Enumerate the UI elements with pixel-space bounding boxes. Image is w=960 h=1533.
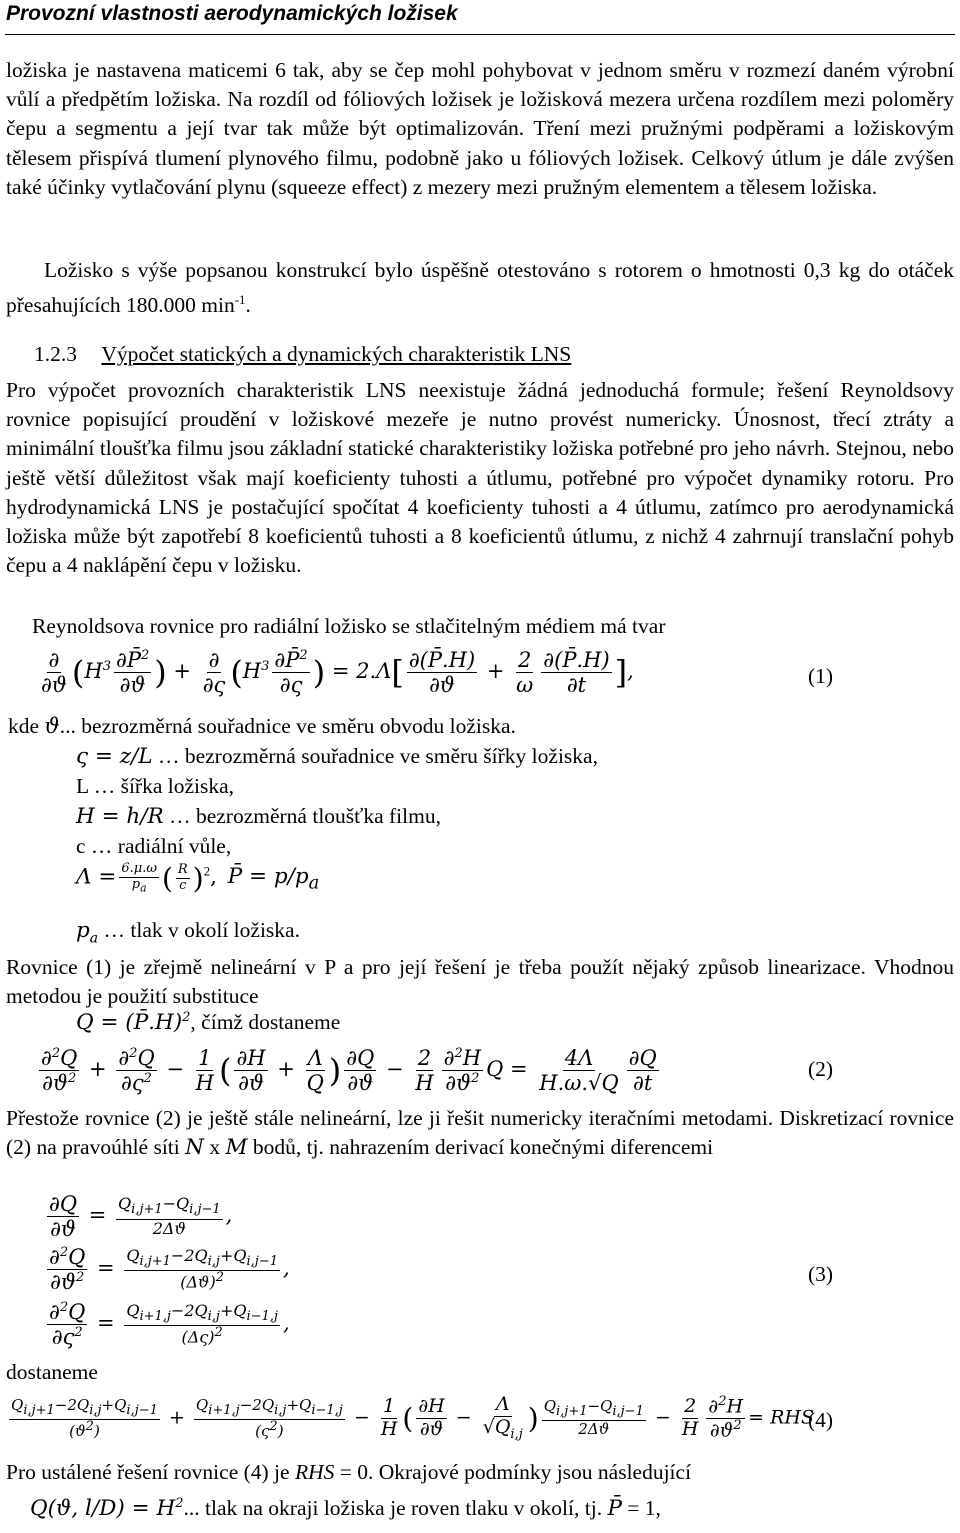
equation-4: $\frac{Q_{i,j+1}-2Q_{i,j}+Q_{i,j-1}}{(ϑ^2)}$ + $\frac{Q_{i+1,j}-2Q_{i,j}+Q_{i-1,j}}{(\varsigma^2)}$ − $\frac{1}{H}$ ( $\frac{\partial H}{\partial ϑ}$ − $\frac{\Lambda}{√Q_{i,j}}$ ) $\frac{Q_{i,j+1}-Q_{i,j-1}}{2\Delta ϑ}$ − $\frac{2}{H}$ $\frac{\partial^2H}{\partial ϑ^2}$ = RHS [11,1393,814,1442]
boundary-text: ... tlak na okraji ložiska je roven tlaku v okolí, tj. [183,1496,603,1521]
intro-superscript: -1 [234,292,246,308]
body-paragraph-7 [6,1460,691,1485]
equation-1-number: (1) [808,664,834,688]
body-paragraph-5: Rovnice (1) je zřejmě nelineární v P a pro její řešení je třeba použít nějaký způsob linearizace. Vhodnou metodou je použití substituce [6,955,954,1009]
intro-paragraph-2 [6,256,954,321]
definition-theta: kde ϑ... bezrozměrná souřadnice ve směru obvodu ložiska. [8,714,516,739]
running-header: Provozní vlastnosti aerodynamických ložisek [6,2,458,25]
boundary-end: = 1, [627,1496,661,1521]
intro-text: Ložisko s výše popsanou konstrukcí bylo úspěšně otestováno s rotorem o hmotnosti 0,3 kg do otáček přesahujících 180.000 min [6,258,954,318]
section-number: 1.2.3 [34,342,77,366]
equation-3b: $\frac{\partial^2Q}{\partial ϑ^2}$ = $\frac{Q_{i,j+1}-2Q_{i,j}+Q_{i,j-1}}{(\Delta ϑ)^2}$ , [49,1245,290,1295]
equation-3c: $\frac{\partial^2Q}{\partial\varsigma^2}$ = $\frac{Q_{i+1,j}-2Q_{i,j}+Q_{i-1,j}}{(\Delta\varsigma)^2}$ , [49,1300,290,1350]
definition-c: c … radiální vůle, [76,834,232,858]
def-theta-text: ... bezrozměrná souřadnice ve směru obvodu ložiska. [59,714,516,738]
intro-period: . [245,293,251,318]
equation-3-number: (3) [808,1262,834,1286]
definition-pa: $p_a$ … tlak v okolí ložiska. [76,918,300,947]
header-rule [5,34,955,35]
body-paragraph-3: Pro výpočet provozních charakteristik LNS neexistuje žádná jednoduchá formule; řešení Reynoldsovy rovnice popisující proudění v ložiskové mezeře je nutno provést numericky. Únosnost, třecí ztráty a minimální tloušťka filmu jsou základní statické charakteristiky ložiska potřebné pro jeho návrh. Stejnou, nebo ještě větší důležitost však mají koeficienty tuhosti a útlumu, potřebné pro výpočet dynamiky rotoru. Pro hydrodynamická LNS je postačující spočítat 4 koeficienty tuhosti a 4 útlumu, zatímco pro aerodynamická ložiska může být zapotřebí 8 koeficientů tuhosti a 8 koeficientů útlumu, z nichž 4 zahrnují translační pohyb čepu a 4 naklápění čepu v ložisku. [6,378,954,578]
def-pa-text: … tlak v okolí ložiska. [103,918,300,942]
p7-text-b: = 0. Okrajové podmínky jsou následující [339,1460,692,1484]
equation-4-number: (4) [808,1408,834,1432]
reynolds-intro: Reynoldsova rovnice pro radiální ložisko se stlačitelným médiem má tvar [32,614,666,638]
body-paragraph-6 [6,1104,954,1162]
equation-2: $\frac{\partial^2Q}{\partial ϑ^2}$ + $\frac{\partial^2Q}{\partial\varsigma^2}$ − $\frac{1}{H}$ ( $\frac{\partial H}{\partial ϑ}$ + $\frac{\Lambda}{Q}$ ) $\frac{\partial Q}{\partial ϑ}$ − $\frac{2}{H}$ $\frac{\partial^2H}{\partial ϑ^2}$ Q = $\frac{4\Lambda}{H.\omega.√Q}$ $\frac{\partial Q}{\partial t}$ [41,1046,657,1096]
intro-paragraph: ložiska je nastavena maticemi 6 tak, aby se čep mohl pohybovat v jednom směru v rozmezí daném výrobní vůlí a předpětím ložiska. Na rozdíl od fóliových ložisek je ložisková mezera určena rozdílem mezi poloměry čepu a segmentu a její tvar tak může být optimalizován. Tření mezi pružnými podpěrami a ložiskovým tělesem přispívá tlumení plynového filmu, podobně jako u fóliových ložisek. Celkový útlum je dále zvýšen také účinky vytlačování plynu (squeeze effect) z mezery mezi pružným elementem a tělesem ložiska. [6,58,954,199]
rhs-symbol: RHS [294,1460,335,1484]
definition-varsigma: ς = z/L … bezrozměrná souřadnice ve směru šířky ložiska, [76,744,598,769]
substitution-text: , čímž dostaneme [190,1010,341,1035]
substitution-line: Q = (P̄.H)$^2$, čímž dostaneme [76,1010,341,1036]
equation-1: $\frac{\partial}{\partial ϑ}$ ($H^3$ $\frac{\partial P̄^2}{\partial ϑ}$ ) + $\frac{\partial}{\partial\varsigma}$ ($H^3$ $\frac{\partial P̄^2}{\partial\varsigma}$ ) = 2.Λ[ $\frac{\partial(P̄.H)}{\partial ϑ}$ + $\frac{2}{\omega}$ $\frac{\partial(P̄.H)}{\partial t}$ ], [41,648,634,698]
equation-3a: $\frac{\partial Q}{\partial ϑ}$ = $\frac{Q_{i,j+1}-Q_{i,j-1}}{2\Delta ϑ}$ , [49,1192,233,1242]
def-varsigma-text: … bezrozměrná souřadnice ve směru šířky ložiska, [157,744,598,768]
p7-text-a: Pro ustálené řešení rovnice (4) je [6,1460,290,1484]
p6-text-b: bodů, tj. nahrazením derivací konečnými diferencemi [252,1135,714,1160]
def-H-text: … bezrozměrná tloušťka filmu, [169,804,441,828]
kde-word: kde [8,714,40,738]
grid-N: N [185,1135,204,1161]
section-heading [34,342,571,367]
dostaneme-line: dostaneme [6,1360,98,1384]
equation-2-number: (2) [808,1057,834,1081]
definition-lambda: Λ = $\frac{6.\mu.\omega}{p_a}$ ( $\frac{R}{c}$ )$^2$, P̄ = $p/p_a$ [76,861,320,895]
p6-text-a: Přestože rovnice (2) je ještě stále nelineární, lze ji řešit numericky iteračními metodami. Diskretizací rovnice (2) na pravoúhlé síti [6,1106,954,1160]
definition-H: H = h/R … bezrozměrná tloušťka filmu, [76,804,441,829]
grid-M: M [225,1135,248,1161]
boundary-condition-line: Q(ϑ, $l/D) = H^2$... tlak na okraji ložiska je roven tlaku v okolí, tj. P̄ = 1, [30,1496,661,1522]
definition-L: L … šířka ložiska, [76,774,235,798]
section-title: Výpočet statických a dynamických charakteristik LNS [101,342,572,366]
grid-x: x [209,1135,221,1160]
